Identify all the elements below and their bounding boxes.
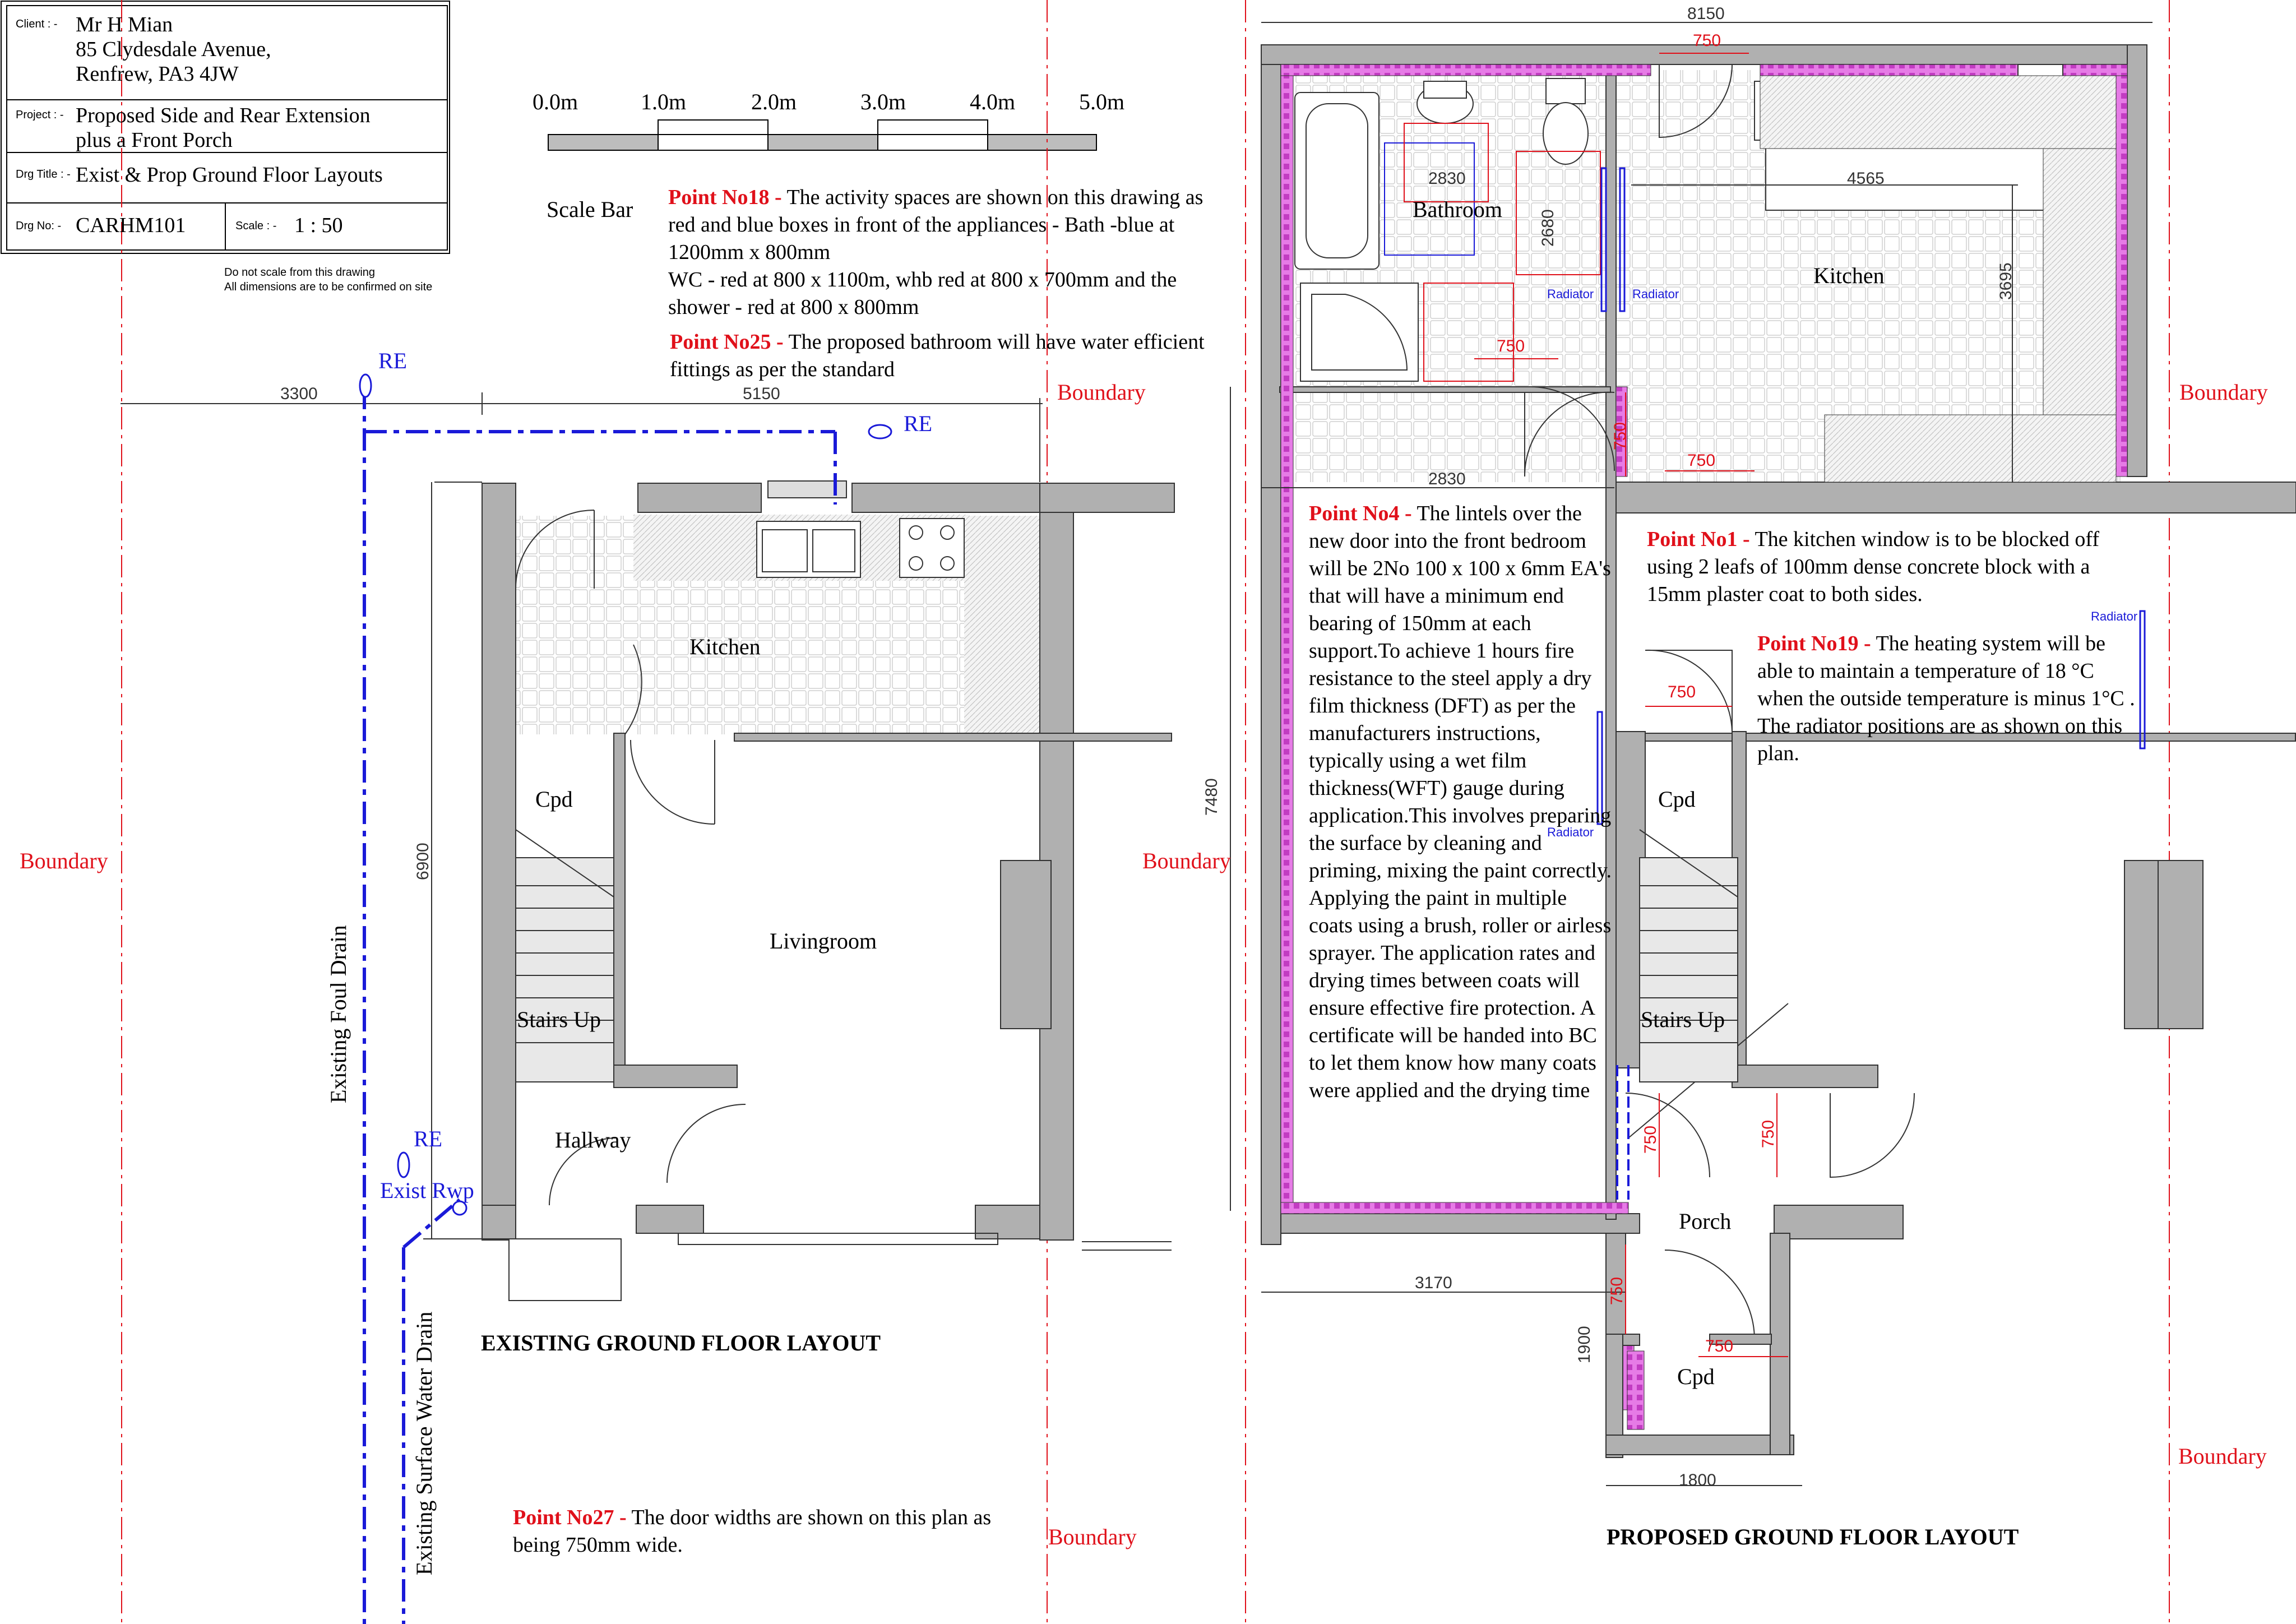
- proposed-dim-750-f: 750: [1641, 1125, 1660, 1154]
- proposed-dim-750-c: 750: [1611, 422, 1630, 450]
- scale-bar-caption: Scale Bar: [547, 197, 633, 222]
- project-label: Project : -: [16, 109, 64, 121]
- note-19-heading: Point No19 -: [1757, 632, 1871, 655]
- existing-livingroom-label: Livingroom: [770, 928, 877, 954]
- proposed-dim-2680: 2680: [1539, 209, 1557, 247]
- note-1-heading: Point No1 -: [1647, 528, 1750, 551]
- note-point-25: [670, 328, 1214, 383]
- radiator-label-2: Radiator: [1632, 287, 1679, 301]
- existing-caption: EXISTING GROUND FLOOR LAYOUT: [481, 1330, 881, 1355]
- proposed-dim-750-d: 750: [1687, 451, 1716, 470]
- project-line1: Proposed Side and Rear Extension: [76, 104, 371, 127]
- scale-tick-3: 3.0m: [860, 89, 906, 114]
- existing-cpd-label: Cpd: [535, 786, 573, 812]
- foul-drain-label: Existing Foul Drain: [326, 925, 351, 1103]
- note-18-text2: WC - red at 800 x 1100m, whb red at 800 x 700mm and the shower - red at 800 x 800mm: [668, 268, 1177, 319]
- boundary-label-5: Boundary: [2179, 380, 2268, 405]
- drawing-title: Exist & Prop Ground Floor Layouts: [76, 163, 383, 187]
- boundary-label-2: Boundary: [1057, 380, 1146, 405]
- note-point-18: [668, 184, 1229, 321]
- scale-value: 1 : 50: [294, 214, 343, 237]
- disclaimer-line2: All dimensions are to be confirmed on site: [224, 281, 433, 293]
- drg-no-label: Drg No: -: [16, 220, 62, 232]
- note-27-text: The door widths are shown on this plan as being 750mm wide.: [513, 1506, 992, 1557]
- radiator-label-3: Radiator: [1547, 825, 1594, 839]
- proposed-dim-3695: 3695: [1997, 262, 2015, 300]
- note-point-1: [1647, 526, 2140, 608]
- surface-drain-label: Existing Surface Water Drain: [411, 1311, 437, 1575]
- exist-rwp-label: Exist Rwp: [380, 1178, 474, 1203]
- existing-plan: [121, 374, 1174, 1624]
- note-point-4: [1309, 500, 1612, 1104]
- proposed-dim-750-b: 750: [1497, 337, 1525, 355]
- scale-tick-1: 1.0m: [641, 89, 687, 114]
- client-label: Client : -: [16, 18, 58, 30]
- proposed-cpd-label: Cpd: [1658, 786, 1696, 812]
- note-point-27: [513, 1504, 995, 1559]
- disclaimer-line1: Do not scale from this drawing: [224, 266, 376, 279]
- proposed-stairs-label: Stairs Up: [1641, 1007, 1725, 1032]
- proposed-dim-1900: 1900: [1575, 1326, 1594, 1363]
- proposed-dim-7480: 7480: [1202, 778, 1221, 816]
- drawing-number: CARHM101: [76, 214, 186, 237]
- boundary-label-6: Boundary: [2178, 1443, 2267, 1469]
- note-25-heading: Point No25 -: [670, 330, 784, 354]
- note-25-text: The proposed bathroom will have water efficient fittings as per the standard: [670, 330, 1205, 381]
- client-address-line1: 85 Clydesdale Avenue,: [76, 38, 271, 61]
- scale-tick-4: 4.0m: [970, 89, 1016, 114]
- drg-title-label: Drg Title : -: [16, 168, 71, 181]
- existing-stairs-label: Stairs Up: [517, 1007, 601, 1032]
- boundary-label-3: Boundary: [1142, 848, 1231, 873]
- re-label-2: RE: [904, 411, 933, 436]
- proposed-dim-2830-b: 2830: [1428, 470, 1466, 488]
- re-label-3: RE: [414, 1126, 443, 1151]
- note-19-text: The heating system will be able to maintain a temperature of 18 °C when the outside temperature is minus 1°C . The radiator positions are as shown on this plan.: [1757, 632, 2135, 765]
- scale-bar-graphic: [548, 120, 1096, 150]
- client-address-line2: Renfrew, PA3 4JW: [76, 62, 239, 86]
- boundary-label-1: Boundary: [20, 848, 108, 873]
- proposed-dim-750-g: 750: [1759, 1119, 1777, 1148]
- note-1-text: The kitchen window is to be blocked off using 2 leafs of 100mm dense concrete block with a 15mm plaster coat to both sides.: [1647, 528, 2100, 606]
- proposed-porch-label: Porch: [1679, 1209, 1732, 1234]
- proposed-porch-cpd-label: Cpd: [1677, 1364, 1715, 1389]
- proposed-dim-3170: 3170: [1415, 1274, 1452, 1292]
- existing-dim-5150: 5150: [743, 385, 780, 403]
- note-point-19: [1757, 630, 2144, 767]
- scale-tick-2: 2.0m: [751, 89, 797, 114]
- existing-dim-3300: 3300: [280, 385, 318, 403]
- proposed-kitchen-label: Kitchen: [1813, 263, 1885, 288]
- proposed-dim-750-h: 750: [1608, 1276, 1626, 1305]
- existing-hallway-label: Hallway: [555, 1127, 631, 1153]
- note-18-text: The activity spaces are shown on this drawing as red and blue boxes in front of the appliances - Bath -blue at 1200mm x 800mm: [668, 186, 1203, 264]
- proposed-dim-750-a: 750: [1693, 31, 1721, 50]
- note-4-text: The lintels over the new door into the front bedroom will be 2No 100 x 100 x 6mm EA's that will have a minimum end bearing of 150mm at each support.To achieve 1 hours fire resistance to the steel apply a dry film thickness (DFT) as per the manufacturers instructions, typically using a wet film thickness(WFT) gauge during application.This involves preparing the surface by cleaning and priming, mixing the paint correctly. Applying the paint in multiple coats using a brush, roller or airless sprayer. The application rates and drying times between coats will ensure effective fire protection. A certificate will be handed into BC to let them know how many coats were applied and the drying time: [1309, 502, 1612, 1102]
- note-27-heading: Point No27 -: [513, 1506, 627, 1529]
- project-line2: plus a Front Porch: [76, 128, 233, 152]
- proposed-dim-750-e: 750: [1668, 683, 1696, 701]
- boundary-label-4: Boundary: [1048, 1524, 1137, 1549]
- note-4-heading: Point No4 -: [1309, 502, 1412, 525]
- proposed-bathroom-label: Bathroom: [1413, 197, 1502, 222]
- client-name: Mr H Mian: [76, 13, 173, 36]
- proposed-dim-750-i: 750: [1705, 1337, 1734, 1355]
- radiator-label-4: Radiator: [2091, 609, 2138, 623]
- proposed-caption: PROPOSED GROUND FLOOR LAYOUT: [1607, 1524, 2019, 1549]
- proposed-dim-1800: 1800: [1679, 1471, 1716, 1489]
- proposed-dim-8150: 8150: [1687, 4, 1725, 23]
- proposed-dim-4565: 4565: [1847, 169, 1885, 188]
- re-label-1: RE: [378, 348, 408, 373]
- proposed-dim-2830-a: 2830: [1428, 169, 1466, 188]
- scale-label: Scale : -: [235, 220, 277, 232]
- existing-kitchen-label: Kitchen: [689, 634, 761, 659]
- scale-tick-5: 5.0m: [1079, 89, 1125, 114]
- existing-dim-6900: 6900: [414, 843, 432, 880]
- radiator-label-1: Radiator: [1547, 287, 1594, 301]
- note-18-heading: Point No18 -: [668, 186, 782, 209]
- scale-tick-0: 0.0m: [533, 89, 578, 114]
